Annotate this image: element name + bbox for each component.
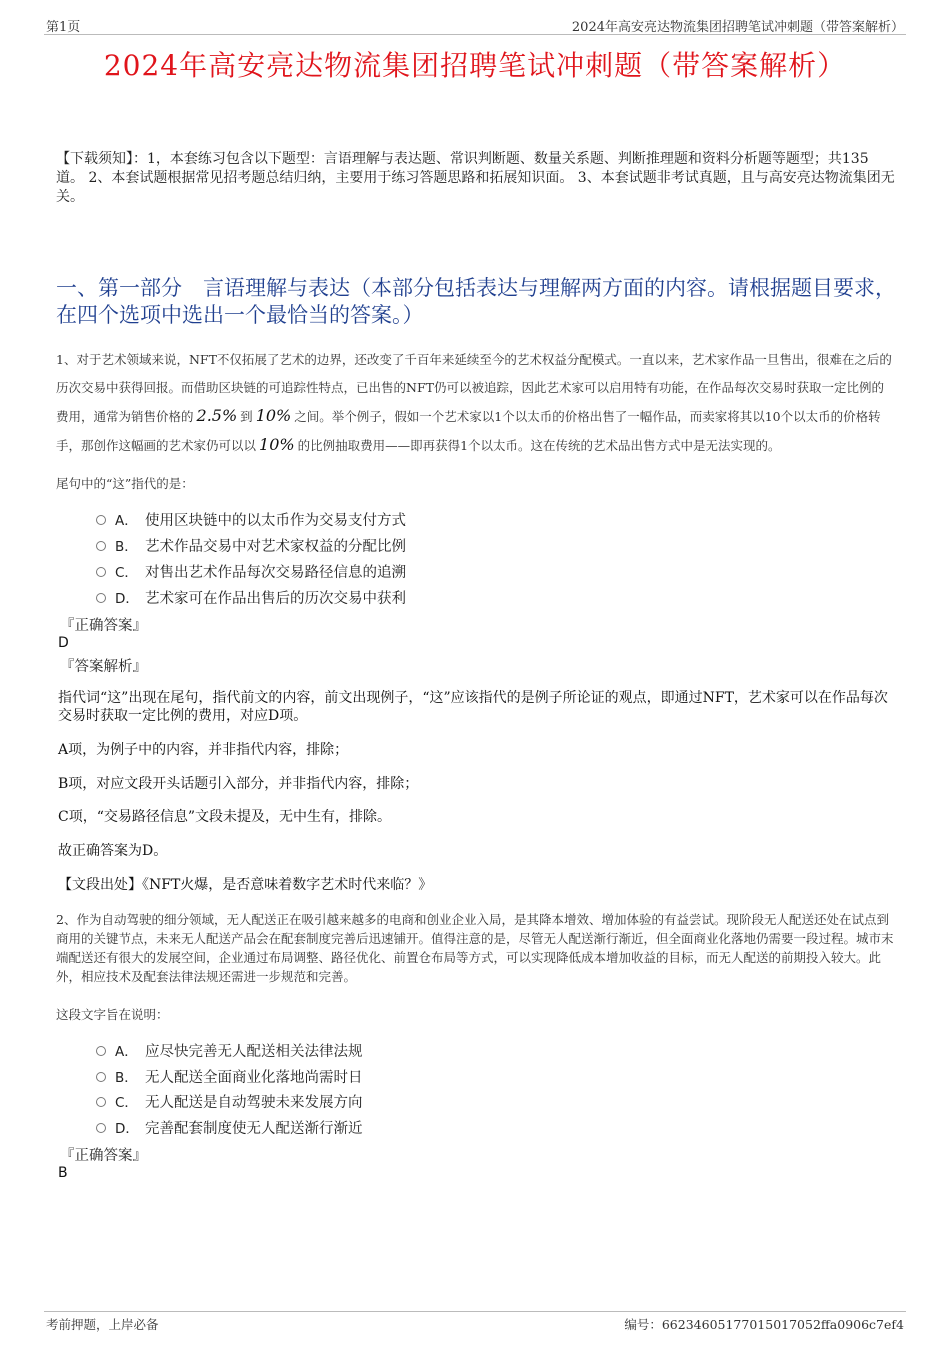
footer-document-id: 编号：66234605177015017052ffa0906c7ef4 [624,1317,904,1332]
percent-low: 2.5% [196,406,238,425]
q2-option-c[interactable]: C． 无人配送是自动驾驶未来发展方向 [96,1091,363,1113]
q2-answer: B [58,1165,68,1181]
percent-fee: 10% [259,435,295,454]
q1-analysis-conclusion: 故正确答案为D。 [58,843,168,859]
q1-option-d[interactable]: D． 艺术家可在作品出售后的历次交易中获利 [96,587,406,609]
q2-option-a[interactable]: A． 应尽快完善无人配送相关法律法规 [96,1040,363,1062]
radio-icon[interactable] [96,1123,106,1133]
footer-slogan: 考前押题，上岸必备 [46,1317,159,1332]
q1-option-b[interactable]: B． 艺术作品交易中对艺术家权益的分配比例 [96,535,406,557]
header-doc-title: 2024年高安亮达物流集团招聘笔试冲刺题（带答案解析） [571,20,904,35]
radio-icon[interactable] [96,1072,106,1082]
q1-analysis-main: 指代词“这”出现在尾句，指代前文的内容，前文出现例子，“这”应该指代的是例子所论证的观点，即通过NFT，艺术家可以在作品每次交易时获取一定比例的费用，对应D项。 [58,690,888,724]
q1-analysis-b: B项，对应文段开头话题引入部分，并非指代内容，排除； [58,776,419,792]
q1-answer-label: 『正确答案』 [60,618,147,634]
q1-source: 【文段出处】《NFT火爆，是否意味着数字艺术时代来临？》 [58,877,433,893]
radio-icon[interactable] [96,1046,106,1056]
question-1-passage: 1、对于艺术领域来说，NFT不仅拓展了艺术的边界，还改变了千百年来延续至今的艺术权益分配模式。一直以来，艺术家作品一旦售出，很难在之后的历次交易中获得回报。而借助区块链的可追踪性特点，已出售的NFT仍可以被追踪，因此艺术家可以启用特有功能，在作品每次交易时获取一定比例的费用，通常为销售价格的 2.5% 到 10% 之间。举个例子，假如一个艺术家以1个以太币的价格出售了一幅作品，而卖家将其以10个以太币的价格转手，那创作这幅画的艺术家仍可以以 10% 的比例抽取费用——即再获得1个以太币。这在传统的艺术品出售方式中是无法实现的。 [56,352,892,454]
q1-option-c[interactable]: C． 对售出艺术作品每次交易路径信息的追溯 [96,561,406,583]
radio-icon[interactable] [96,593,106,603]
q1-analysis-label: 『答案解析』 [60,659,147,675]
percent-high: 10% [255,406,292,425]
document-title: 2024年高安亮达物流集团招聘笔试冲刺题（带答案解析） [103,49,847,82]
q1-option-a[interactable]: A． 使用区块链中的以太币作为交易支付方式 [96,509,406,531]
page-header [44,14,906,35]
q1-answer: D [58,635,69,651]
radio-icon[interactable] [96,541,106,551]
question-2-passage: 2、作为自动驾驶的细分领域，无人配送正在吸引越来越多的电商和创业企业入局，是其降本增效、增加体验的有益尝试。现阶段无人配送还处在试点到商用的关键节点，未来无人配送产品会在配套制度完善后迅速铺开。值得注意的是，尽管无人配送渐行渐近，但全面商业化落地仍需要一段过程。城市末端配送还有很大的发展空间，企业通过布局调整、路径优化、前置仓布局等方式，可以实现降低成本增加收益的目标，而无人配送的前期投入较大。此外，相应技术及配套法律法规还需进一步规范和完善。 [56,912,894,984]
download-notice: 【下载须知】：1，本套练习包含以下题型：言语理解与表达题、常识判断题、数量关系题、判断推理题和资料分析题等题型；共135道。 2、本套试题根据常见招考题总结归纳，主要用于练习答题思路和拓展知识面。 3、本套试题非考试真题，且与高安亮达物流集团无关。 [56,151,895,205]
radio-icon[interactable] [96,1097,106,1107]
q1-analysis-a: A项，为例子中的内容，并非指代内容，排除； [58,742,349,758]
q2-answer-label: 『正确答案』 [60,1148,147,1164]
radio-icon[interactable] [96,515,106,525]
question-2-stem: 这段文字旨在说明： [56,1007,169,1022]
page-footer [44,1311,906,1332]
radio-icon[interactable] [96,567,106,577]
q2-option-b[interactable]: B． 无人配送全面商业化落地尚需时日 [96,1066,363,1088]
page-number: 第1页 [46,20,81,35]
question-1-stem: 尾句中的“这”指代的是： [56,476,194,491]
q1-analysis-c: C项，“交易路径信息”文段未提及，无中生有，排除。 [58,809,392,825]
q2-option-d[interactable]: D． 完善配套制度使无人配送渐行渐近 [96,1117,363,1139]
section-heading: 一、第一部分 言语理解与表达（本部分包括表达与理解两方面的内容。请根据题目要求，在四个选项中选出一个最恰当的答案。） [56,276,896,327]
